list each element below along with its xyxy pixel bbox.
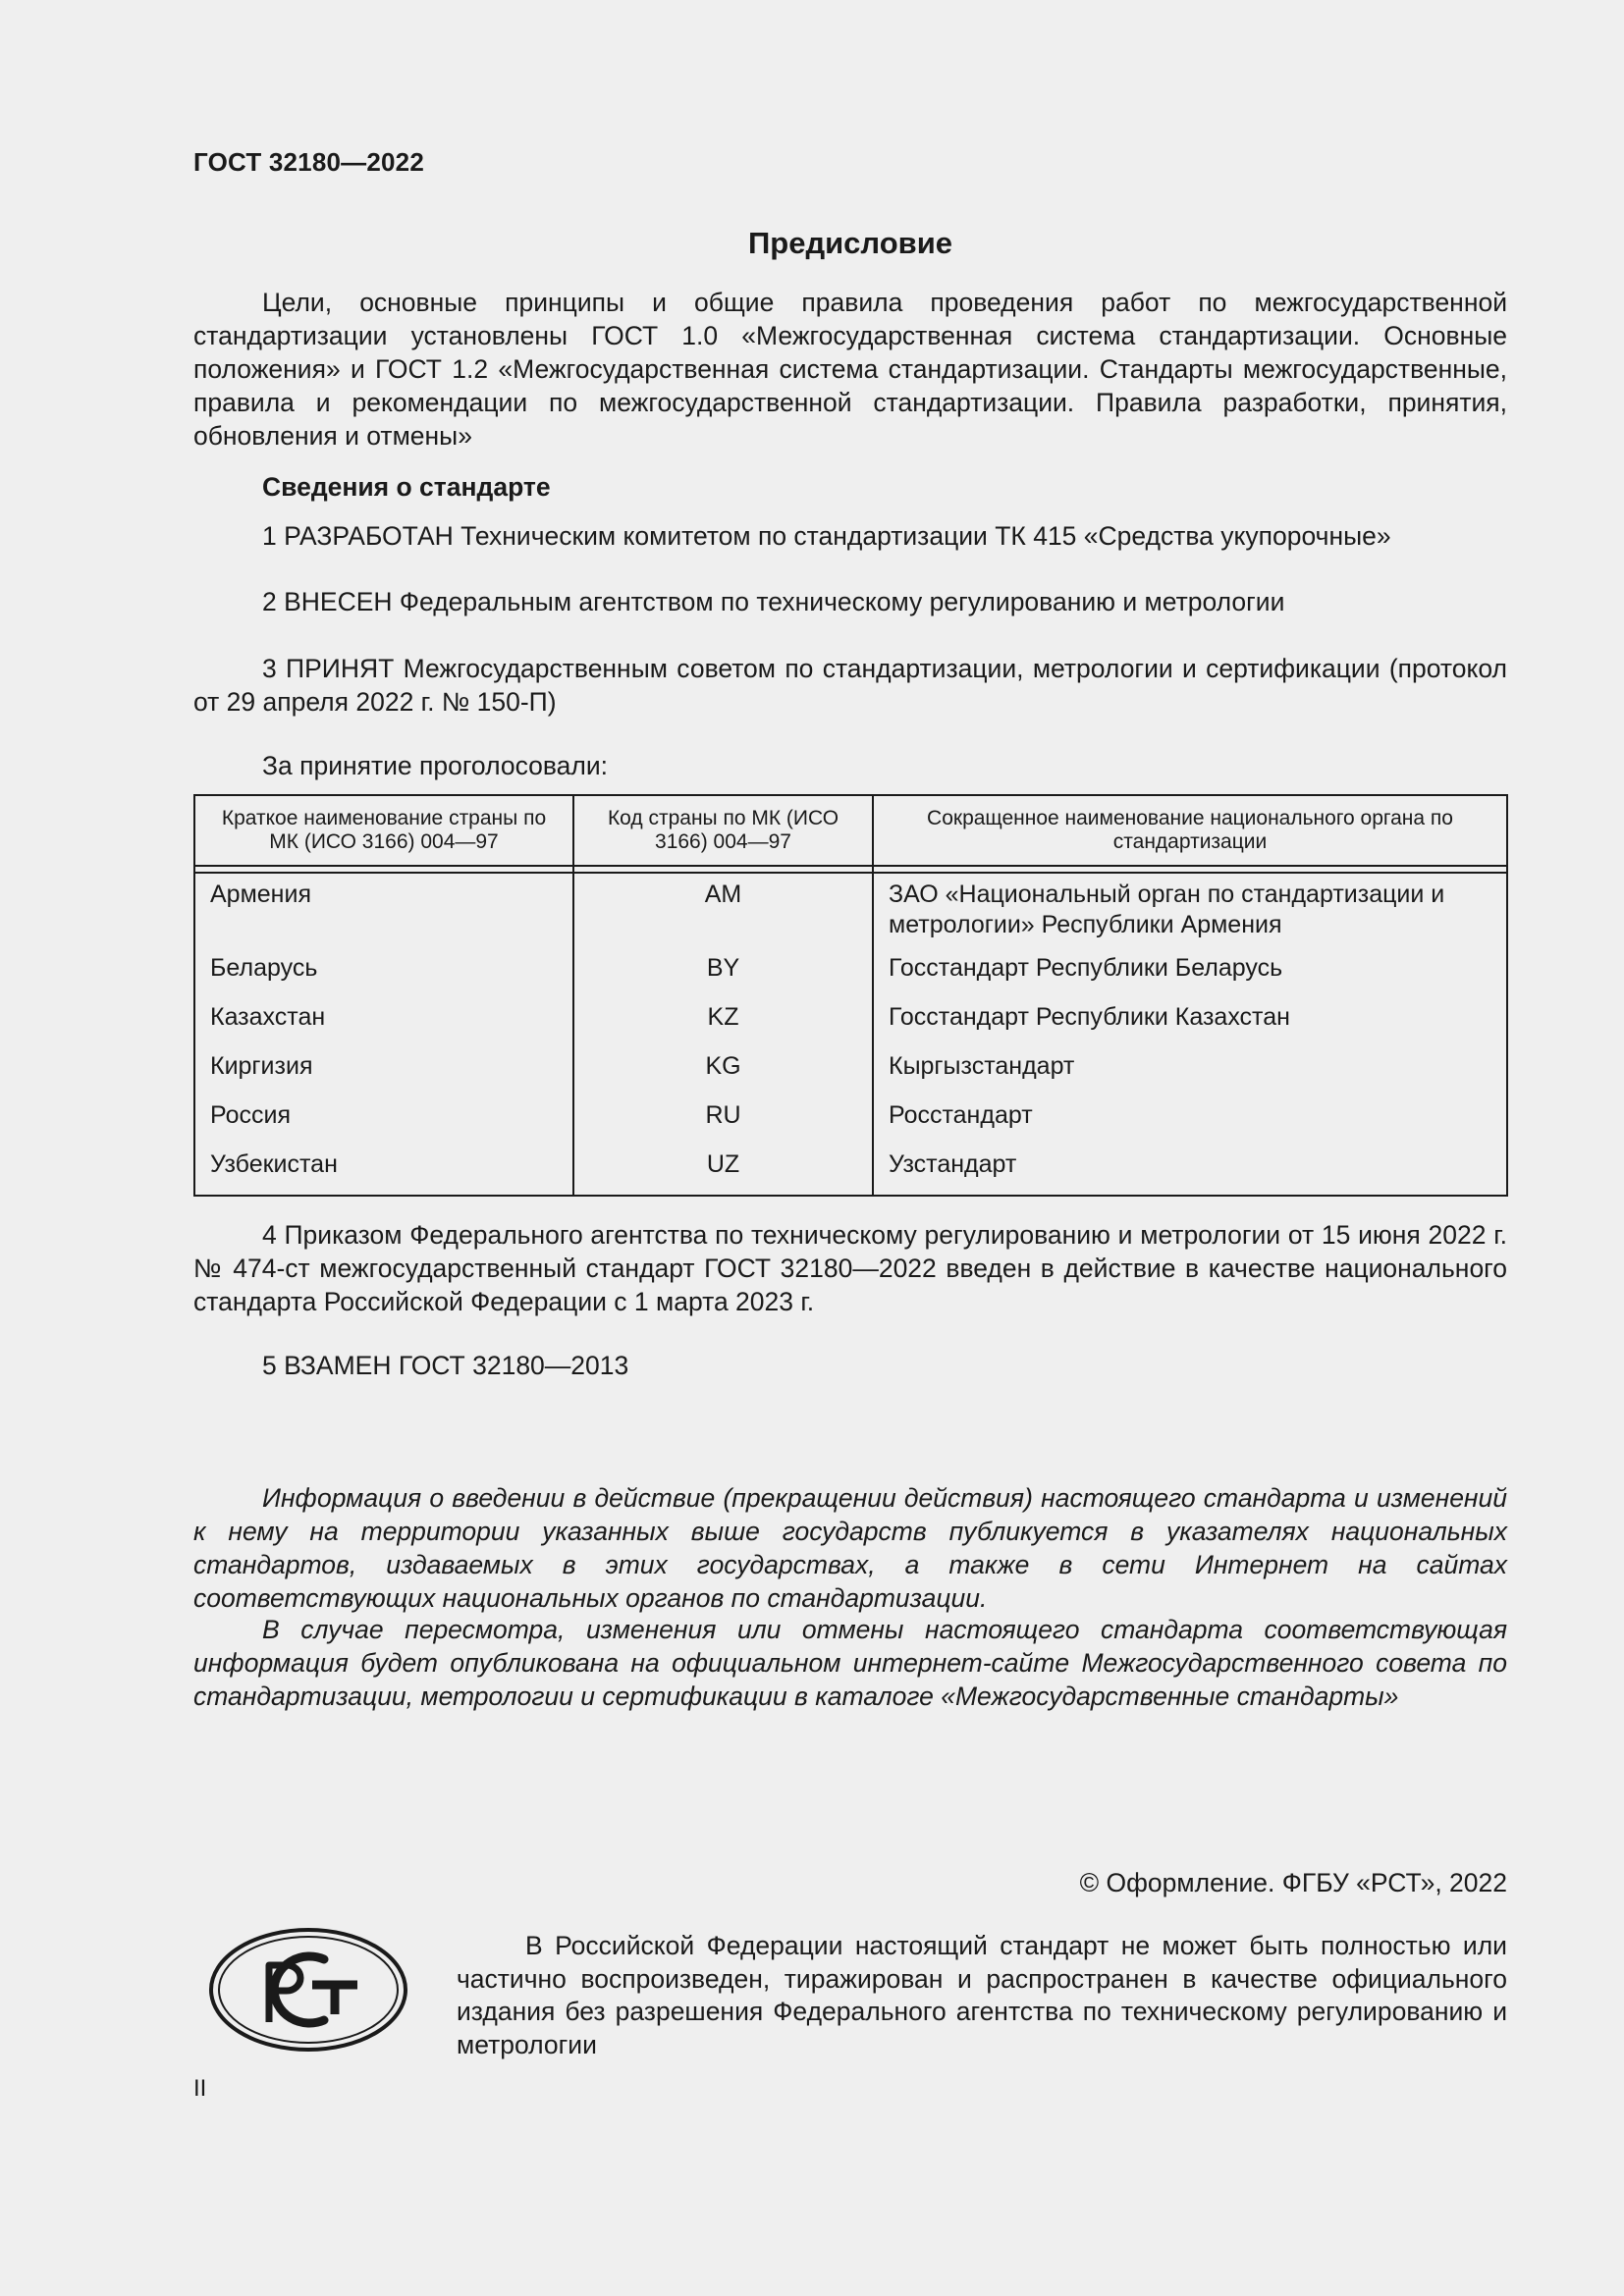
cell-country: Узбекистан: [194, 1149, 573, 1196]
cell-body: Госстандарт Республики Казахстан: [873, 1002, 1507, 1051]
cell-country: Армения: [194, 873, 573, 953]
cell-body: Госстандарт Республики Беларусь: [873, 953, 1507, 1002]
rst-logo-icon: [208, 1926, 409, 2054]
copyright-notice: © Оформление. ФГБУ «РСТ», 2022: [1079, 1868, 1507, 1897]
cell-country: Киргизия: [194, 1051, 573, 1100]
cell-code: KZ: [573, 1002, 873, 1051]
item-enacted: 4 Приказом Федерального агентства по техническому регулированию и метрологии от 15 июня 2022 г. № 474-ст межгосударственный стандарт ГОСТ 32180—2022 введен в действие в качестве национального стандарта Российской Федерации с 1 марта 2023 г.: [193, 1220, 1507, 1316]
column-header-code: Код страны по МК (ИСО 3166) 004—97: [573, 795, 873, 866]
notice-paragraph-1: Информация о введении в действие (прекращении действия) настоящего стандарта и изменений к нему на территории указанных выше государств публикуется в указателях национальных стандартов, издаваемых в этих государствах, а также в сети Интернет на сайтах соответствующих национальных органов по стандартизации.: [193, 1483, 1507, 1613]
table-header-row: [194, 795, 1507, 866]
item-adopted: 3 ПРИНЯТ Межгосударственным советом по стандартизации, метрологии и сертификации (протокол от 29 апреля 2022 г. № 150-П): [193, 654, 1507, 717]
info-heading: Сведения о стандарте: [262, 472, 551, 502]
cell-body: ЗАО «Национальный орган по стандартизации и метрологии» Республики Армения: [873, 873, 1507, 953]
column-header-country: Краткое наименование страны по МК (ИСО 3166) 004—97: [194, 795, 573, 866]
table-row: [194, 1100, 1507, 1149]
cell-code: RU: [573, 1100, 873, 1149]
table-row: [194, 1149, 1507, 1196]
cell-body: Узстандарт: [873, 1149, 1507, 1196]
notice-paragraph-2: В случае пересмотра, изменения или отмены настоящего стандарта соответствующая информация будет опубликована на официальном интернет-сайте Межгосударственного совета по стандартизации, метрологии и сертификации в каталоге «Межгосударственные стандарты»: [193, 1615, 1507, 1711]
item-submitted: 2 ВНЕСЕН Федеральным агентством по техническому регулированию и метрологии: [262, 587, 1285, 616]
cell-code: AM: [573, 873, 873, 953]
header-separator: [194, 866, 1507, 873]
page-title: Предисловие: [747, 226, 952, 260]
cell-code: UZ: [573, 1149, 873, 1196]
cell-body: Кыргызстандарт: [873, 1051, 1507, 1100]
reproduction-notice: В Российской Федерации настоящий стандарт не может быть полностью или частично воспроизведен, тиражирован и распространен в качестве официального издания без разрешения Федерального агентства по техническому регулированию и метрологии: [457, 1931, 1507, 2059]
item-replaces: 5 ВЗАМЕН ГОСТ 32180—2013: [262, 1351, 629, 1380]
cell-country: Россия: [194, 1100, 573, 1149]
page-number: II: [193, 2075, 207, 2102]
cell-country: Казахстан: [194, 1002, 573, 1051]
column-header-body: Сокращенное наименование национального органа по стандартизации: [873, 795, 1507, 866]
cell-body: Росстандарт: [873, 1100, 1507, 1149]
rst-logo: [208, 1926, 409, 2058]
document-code: ГОСТ 32180—2022: [193, 147, 424, 177]
table-row: [194, 953, 1507, 1002]
intro-paragraph: Цели, основные принципы и общие правила проведения работ по межгосударственной стандартизации установлены ГОСТ 1.0 «Межгосударственная система стандартизации. Основные положения» и ГОСТ 1.2 «Межгосударственная система стандартизации. Стандарты межгосударственные, правила и рекомендации по межгосударственной стандартизации. Правила разработки, принятия, обновления и отмены»: [193, 288, 1507, 451]
table-row: [194, 1002, 1507, 1051]
item-developed: 1 РАЗРАБОТАН Техническим комитетом по стандартизации ТК 415 «Средства укупорочные»: [262, 521, 1391, 551]
svg-text:РСТ: РСТ: [208, 1926, 210, 1927]
votes-table: [193, 794, 1508, 1197]
cell-code: BY: [573, 953, 873, 1002]
table-row: [194, 873, 1507, 953]
table-row: [194, 1051, 1507, 1100]
votes-label: За принятие проголосовали:: [262, 751, 609, 780]
cell-code: KG: [573, 1051, 873, 1100]
cell-country: Беларусь: [194, 953, 573, 1002]
